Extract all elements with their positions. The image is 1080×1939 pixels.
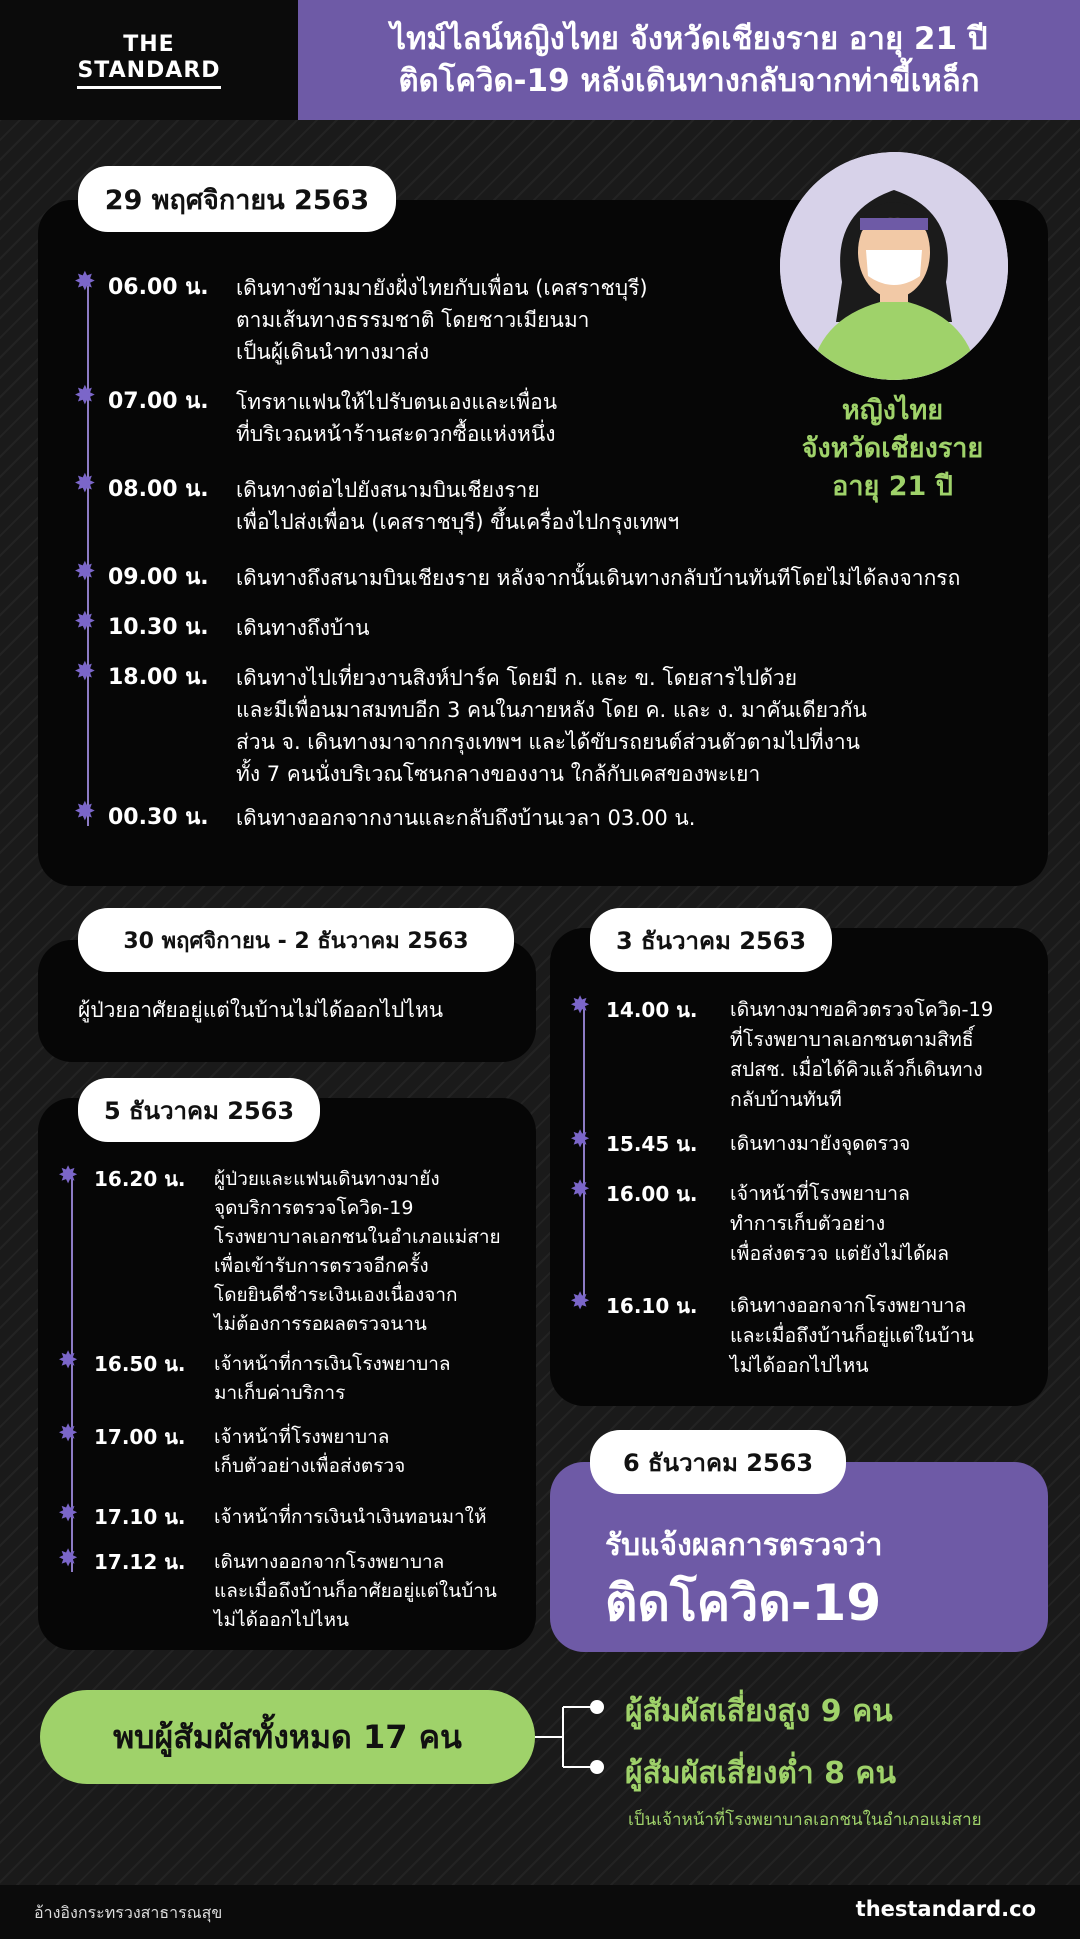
high-risk-contacts: ผู้สัมผัสเสี่ยงสูง 9 คน xyxy=(625,1694,893,1729)
woman-wearing-mask-icon xyxy=(780,152,1008,380)
event-description xyxy=(730,1129,910,1159)
event-description-line: ไม่ได้ออกไปไหน xyxy=(730,1354,869,1377)
star-bullet-icon: ✸ xyxy=(570,1125,591,1153)
profile-caption xyxy=(735,392,1050,506)
event-description-line: มาเก็บค่าบริการ xyxy=(214,1382,346,1404)
event-description xyxy=(730,1179,949,1269)
title-banner xyxy=(298,0,1080,120)
timeline-dec3 xyxy=(570,991,1042,1395)
event-description xyxy=(214,1423,405,1481)
star-bullet-icon: ✸ xyxy=(570,1175,591,1203)
event-time: 09.00 น. xyxy=(108,565,209,590)
event-description-line: ที่โรงพยาบาลเอกชนตามสิทธิ์ xyxy=(730,1028,974,1051)
event-description-line: ไม่ได้ออกไปไหน xyxy=(214,1609,349,1631)
event-time: 16.20 น. xyxy=(94,1167,186,1191)
star-bullet-icon: ✸ xyxy=(74,557,96,587)
event-time: 10.30 น. xyxy=(108,615,209,640)
event-description xyxy=(236,386,557,450)
logo-text-the: THE xyxy=(123,31,175,57)
event-description-line: โดยยินดีชำระเงินเองเนื่องจาก xyxy=(214,1284,458,1306)
event-time: 08.00 น. xyxy=(108,477,209,502)
star-bullet-icon: ✸ xyxy=(58,1346,79,1374)
event-description-line: เดินทางถึงบ้าน xyxy=(236,616,370,640)
event-description-line: ทำการเก็บตัวอย่าง xyxy=(730,1212,886,1235)
event-description-line: เดินทางถึงสนามบินเชียงราย หลังจากนั้นเดินทางกลับบ้านทันทีโดยไม่ได้ลงจากรถ xyxy=(236,566,961,590)
event-description xyxy=(214,1165,501,1339)
event-description-line: เดินทางออกจากโรงพยาบาล xyxy=(730,1294,967,1317)
event-description xyxy=(236,272,648,368)
page-title-line-1: ไทม์ไลน์หญิงไทย จังหวัดเชียงราย อายุ 21 ปี xyxy=(390,21,988,57)
footer xyxy=(0,1885,1080,1939)
event-time: 17.10 น. xyxy=(94,1505,186,1529)
result-text-line-2: ติดโควิด-19 xyxy=(605,1574,882,1632)
date-pill-nov30: 30 พฤศจิกายน - 2 ธันวาคม 2563 xyxy=(78,908,514,972)
source-credit: อ้างอิงกระทรวงสาธารณสุข xyxy=(34,1903,223,1922)
event-description xyxy=(236,562,960,594)
event-time: 16.10 น. xyxy=(606,1294,698,1318)
event-description-line: เจ้าหน้าที่การเงินนำเงินทอนมาให้ xyxy=(214,1506,487,1528)
event-description-line: เดินทางข้ามมายังฝั่งไทยกับเพื่อน (เคสราชบุรี) xyxy=(236,276,648,300)
event-time: 06.00 น. xyxy=(108,275,209,300)
event-description xyxy=(214,1350,451,1408)
star-bullet-icon: ✸ xyxy=(74,267,96,297)
website-link[interactable]: thestandard.co xyxy=(855,1897,1036,1921)
event-description-line: ส่วน จ. เดินทางมาจากกรุงเทพฯ และได้ขับรถยนต์ส่วนตัวตามไปที่งาน xyxy=(236,730,861,754)
event-description-line: เดินทางต่อไปยังสนามบินเชียงราย xyxy=(236,478,540,502)
star-bullet-icon: ✸ xyxy=(58,1419,79,1447)
contacts-connector xyxy=(535,1690,605,1784)
event-description-line: กลับบ้านทันที xyxy=(730,1088,842,1111)
event-description-line: ตามเส้นทางธรรมชาติ โดยชาวเมียนมา xyxy=(236,308,590,332)
result-text-line-1: รับแจ้งผลการตรวจว่า xyxy=(605,1528,883,1563)
star-bullet-icon: ✸ xyxy=(74,607,96,637)
event-time: 17.12 น. xyxy=(94,1550,186,1574)
event-description-line: ไม่ต้องการรอผลตรวจนาน xyxy=(214,1313,427,1335)
event-description-line: โรงพยาบาลเอกชนในอำเภอแม่สาย xyxy=(214,1226,501,1248)
star-bullet-icon: ✸ xyxy=(570,1287,591,1315)
profile-caption-line-3: อายุ 21 ปี xyxy=(832,471,953,502)
date-pill-nov29: 29 พฤศจิกายน 2563 xyxy=(78,166,396,232)
event-description-line: และเมื่อถึงบ้านก็อยู่แต่ในบ้าน xyxy=(730,1324,974,1347)
event-description xyxy=(236,612,370,644)
event-description-line: เก็บตัวอย่างเพื่อส่งตรวจ xyxy=(214,1455,406,1477)
event-description-line: เพื่อส่งตรวจ แต่ยังไม่ได้ผล xyxy=(730,1242,950,1265)
star-bullet-icon: ✸ xyxy=(570,991,591,1019)
star-bullet-icon: ✸ xyxy=(58,1161,79,1189)
date-pill-dec5: 5 ธันวาคม 2563 xyxy=(78,1078,320,1142)
profile-caption-line-2: จังหวัดเชียงราย xyxy=(801,433,984,464)
event-description-line: ทั้ง 7 คนนั่งบริเวณโซนกลางของงาน ใกล้กับเคสของพะเยา xyxy=(236,762,761,786)
star-bullet-icon: ✸ xyxy=(58,1499,79,1527)
event-time: 14.00 น. xyxy=(606,998,698,1022)
event-description xyxy=(214,1548,497,1635)
low-risk-contacts: ผู้สัมผัสเสี่ยงต่ำ 8 คน xyxy=(625,1756,897,1791)
date-pill-dec3: 3 ธันวาคม 2563 xyxy=(590,908,832,972)
event-description xyxy=(214,1503,486,1532)
event-description xyxy=(236,662,867,790)
event-description-line: เดินทางออกจากงานและกลับถึงบ้านเวลา 03.00 น. xyxy=(236,806,696,830)
event-description xyxy=(730,1291,974,1381)
event-description-line: เจ้าหน้าที่โรงพยาบาล xyxy=(214,1426,390,1448)
star-bullet-icon: ✸ xyxy=(74,381,96,411)
event-description-line: และมีเพื่อนมาสมทบอีก 3 คนในภายหลัง โดย ค. และ ง. มาคันเดียวกัน xyxy=(236,698,867,722)
event-description-line: เพื่อเข้ารับการตรวจอีกครั้ง xyxy=(214,1255,429,1277)
header xyxy=(0,0,1080,120)
event-description-line: ผู้ป่วยและแฟนเดินทางมายัง xyxy=(214,1168,440,1190)
event-description-line: เดินทางมายังจุดตรวจ xyxy=(730,1132,911,1155)
nov30-text: ผู้ป่วยอาศัยอยู่แต่ในบ้านไม่ได้ออกไปไหน xyxy=(78,998,444,1022)
timeline-dec5 xyxy=(58,1161,530,1635)
star-bullet-icon: ✸ xyxy=(74,657,96,687)
event-description-line: เจ้าหน้าที่โรงพยาบาล xyxy=(730,1182,911,1205)
page-title-line-2: ติดโควิด-19 หลังเดินทางกลับจากท่าขี้เหล็ก xyxy=(398,63,980,99)
event-description-line: และเมื่อถึงบ้านก็อาศัยอยู่แต่ในบ้าน xyxy=(214,1580,497,1602)
low-risk-note: เป็นเจ้าหน้าที่โรงพยาบาลเอกชนในอำเภอแม่สาย xyxy=(628,1810,982,1830)
event-time: 18.00 น. xyxy=(108,665,209,690)
event-description-line: เดินทางไปเที่ยวงานสิงห์ปาร์ค โดยมี ก. และ ข. โดยสารไปด้วย xyxy=(236,666,798,690)
the-standard-logo[interactable] xyxy=(0,0,298,120)
event-description-line: เจ้าหน้าที่การเงินโรงพยาบาล xyxy=(214,1353,451,1375)
event-description xyxy=(730,995,993,1115)
event-time: 16.00 น. xyxy=(606,1182,698,1206)
event-description-line: เดินทางออกจากโรงพยาบาล xyxy=(214,1551,445,1573)
event-description-line: จุดบริการตรวจโควิด-19 xyxy=(214,1197,414,1219)
event-description-line: โทรหาแฟนให้ไปรับตนเองและเพื่อน xyxy=(236,390,558,414)
star-bullet-icon: ✸ xyxy=(74,797,96,827)
event-description-line: ที่บริเวณหน้าร้านสะดวกซื้อแห่งหนึ่ง xyxy=(236,422,556,446)
event-description-line: เดินทางมาขอคิวตรวจโควิด-19 xyxy=(730,998,994,1021)
star-bullet-icon: ✸ xyxy=(74,469,96,499)
event-time: 16.50 น. xyxy=(94,1352,186,1376)
logo-text-standard: STANDARD xyxy=(77,58,220,89)
event-time: 15.45 น. xyxy=(606,1132,698,1156)
event-description xyxy=(236,802,695,834)
event-description-line: เป็นผู้เดินนำทางมาส่ง xyxy=(236,340,430,364)
event-description-line: เพื่อไปส่งเพื่อน (เคสราชบุรี) ขึ้นเครื่องไปกรุงเทพฯ xyxy=(236,510,680,534)
event-time: 00.30 น. xyxy=(108,805,209,830)
event-time: 17.00 น. xyxy=(94,1425,186,1449)
event-description xyxy=(236,474,679,538)
profile-caption-line-1: หญิงไทย xyxy=(841,395,944,426)
date-pill-dec6: 6 ธันวาคม 2563 xyxy=(590,1430,846,1494)
star-bullet-icon: ✸ xyxy=(58,1544,79,1572)
event-description-line: สปสช. เมื่อได้คิวแล้วก็เดินทาง xyxy=(730,1058,983,1081)
event-time: 07.00 น. xyxy=(108,389,209,414)
total-contacts-pill: พบผู้สัมผัสทั้งหมด 17 คน xyxy=(40,1690,535,1784)
